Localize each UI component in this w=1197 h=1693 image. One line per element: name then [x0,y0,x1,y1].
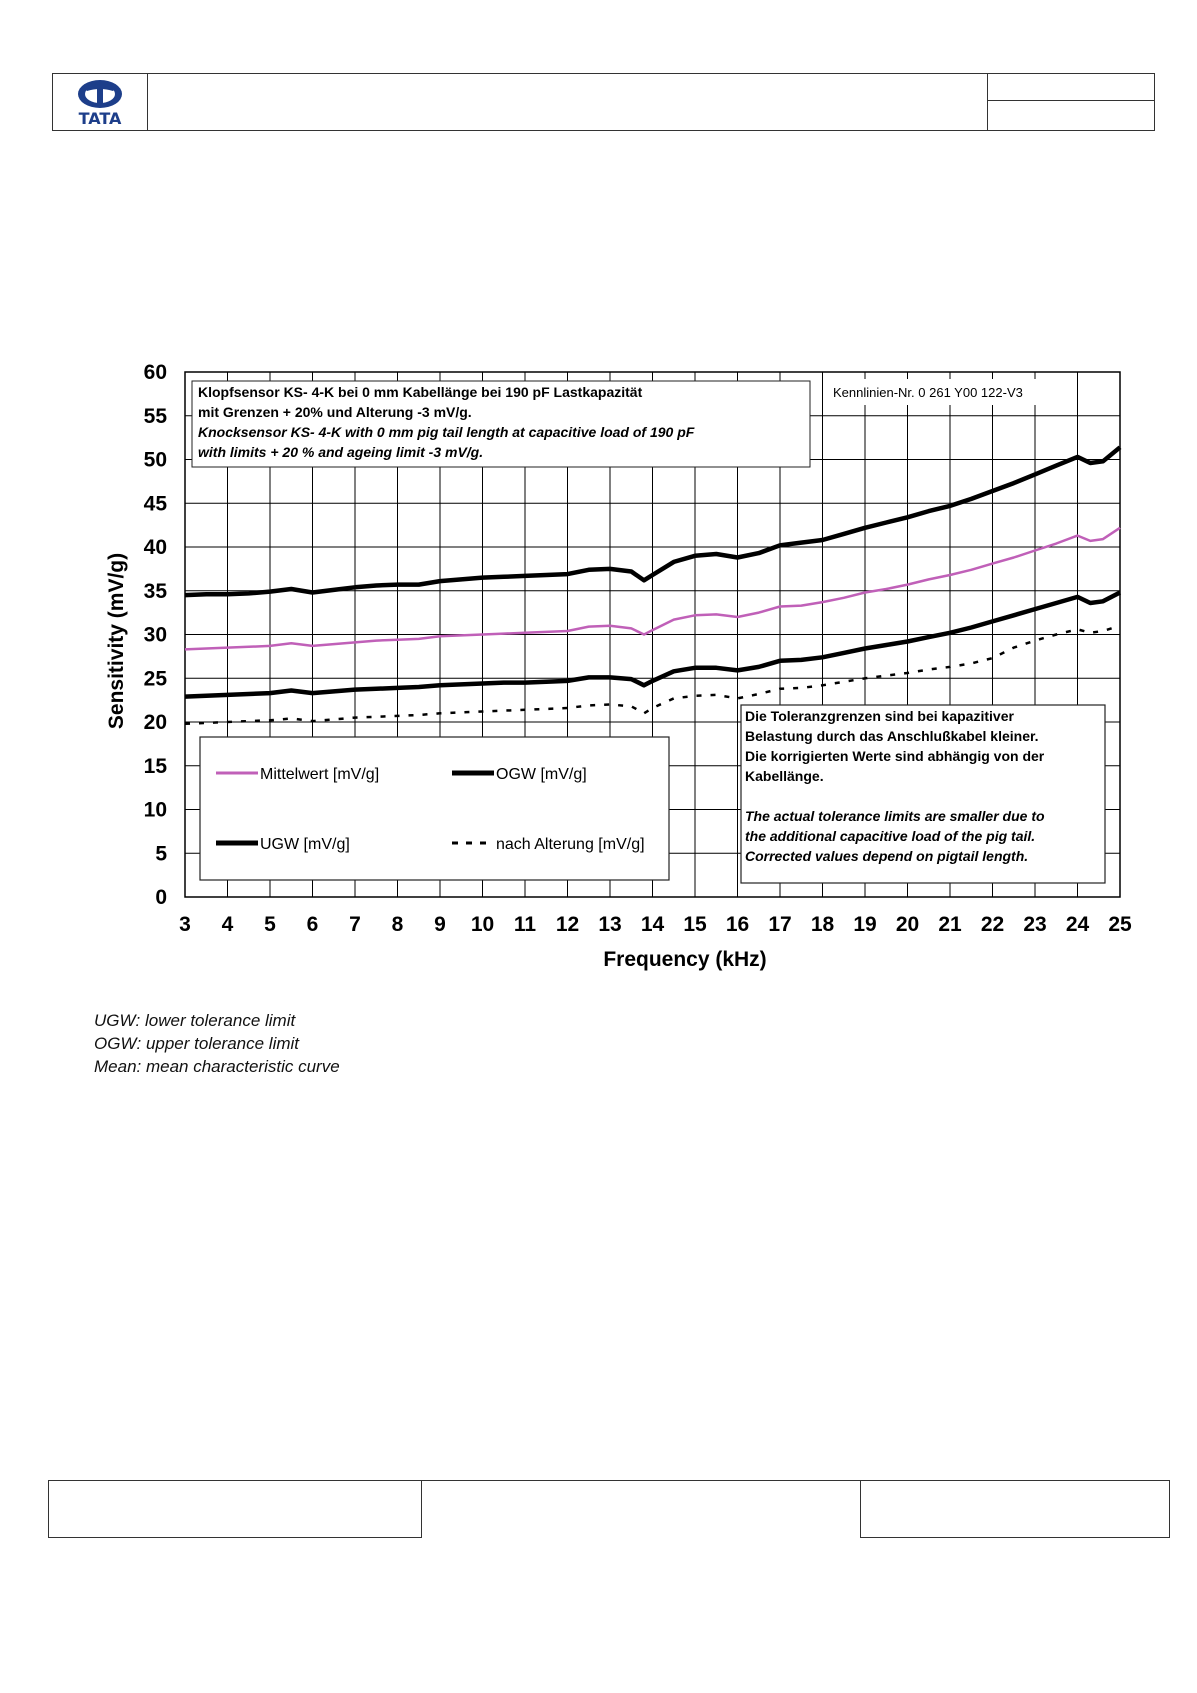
y-tick-label: 10 [143,798,167,822]
x-tick-label: 12 [555,913,580,936]
x-tick-label: 25 [1108,913,1132,936]
x-tick-label: 5 [264,913,276,936]
legend-label-mean: Mittelwert [mV/g] [260,766,380,783]
x-tick-label: 22 [980,913,1005,936]
footer-middle-cell [421,1480,861,1538]
chart-reference: Kennlinien-Nr. 0 261 Y00 122-V3 [833,385,1023,400]
y-tick-label: 30 [143,623,167,647]
note-en-line-3: Corrected values depend on pigtail length. [745,848,1029,864]
x-tick-label: 18 [810,913,835,936]
y-axis-label: Sensitivity (mV/g) [105,552,128,730]
note-ugw: UGW: lower tolerance limit [94,1011,296,1030]
y-tick-label: 0 [155,886,167,909]
y-tick-label: 20 [143,711,167,734]
x-tick-label: 3 [179,913,191,936]
legend-label-ogw: OGW [mV/g] [496,766,587,783]
reference-box [826,379,1056,405]
y-tick-label: 60 [143,361,167,384]
footer-left-cell [48,1480,422,1538]
x-tick-label: 20 [895,913,920,936]
abbreviation-notes [94,1009,340,1078]
note-mean: Mean: mean characteristic curve [94,1057,340,1076]
note-de-line-4: Kabellänge. [745,768,824,784]
y-tick-label: 40 [143,536,167,559]
note-en-line-2: the additional capacitive load of the pig tail. [745,828,1036,844]
note-de-line-1: Die Toleranzgrenzen sind bei kapazitiver [745,708,1014,724]
x-axis-label: Frequency (kHz) [603,948,767,971]
x-tick-label: 9 [434,913,446,936]
chart-legend [200,737,669,880]
legend-label-aged: nach Alterung [mV/g] [496,836,645,853]
y-tick-label: 55 [143,404,167,428]
x-tick-label: 11 [513,913,537,936]
chart-title-line-4: with limits + 20 % and ageing limit -3 mV/g. [198,444,484,460]
chart-title-box [192,381,810,467]
note-ogw: OGW: upper tolerance limit [94,1034,300,1053]
x-tick-label: 24 [1065,913,1090,936]
x-tick-label: 4 [221,913,234,936]
x-tick-label: 14 [640,913,665,936]
y-tick-label: 15 [143,754,167,778]
x-tick-label: 13 [598,913,622,936]
y-tick-label: 50 [143,448,167,472]
note-en-line-1: The actual tolerance limits are smaller due to [745,808,1045,824]
y-tick-label: 45 [143,492,167,516]
x-tick-label: 7 [349,913,361,936]
footer-right-cell [860,1480,1170,1538]
tolerance-note-box [741,705,1105,883]
x-tick-label: 17 [768,913,792,936]
chart-title-line-3: Knocksensor KS- 4-K with 0 mm pig tail length at capacitive load of 190 pF [198,424,695,440]
y-tick-label: 35 [143,579,167,603]
note-de-line-3: Die korrigierten Werte sind abhängig von der [745,748,1045,764]
x-tick-label: 15 [683,913,707,936]
x-tick-label: 6 [306,913,319,936]
x-tick-label: 23 [1023,913,1047,936]
x-tick-label: 19 [853,913,877,936]
y-tick-label: 5 [155,842,167,866]
x-tick-label: 21 [938,913,962,936]
x-tick-label: 8 [391,913,404,936]
note-de-line-2: Belastung durch das Anschlußkabel kleiner. [745,728,1039,744]
x-tick-label: 10 [470,913,495,936]
y-tick-label: 25 [143,667,167,691]
logo-text: TATA [78,109,122,128]
legend-label-ugw: UGW [mV/g] [260,836,350,853]
chart-title-line-2: mit Grenzen + 20% und Alterung -3 mV/g. [198,404,472,420]
x-tick-label: 16 [725,913,750,936]
chart-title-line-1: Klopfsensor KS- 4-K bei 0 mm Kabellänge bei 190 pF Lastkapazität [198,384,643,400]
